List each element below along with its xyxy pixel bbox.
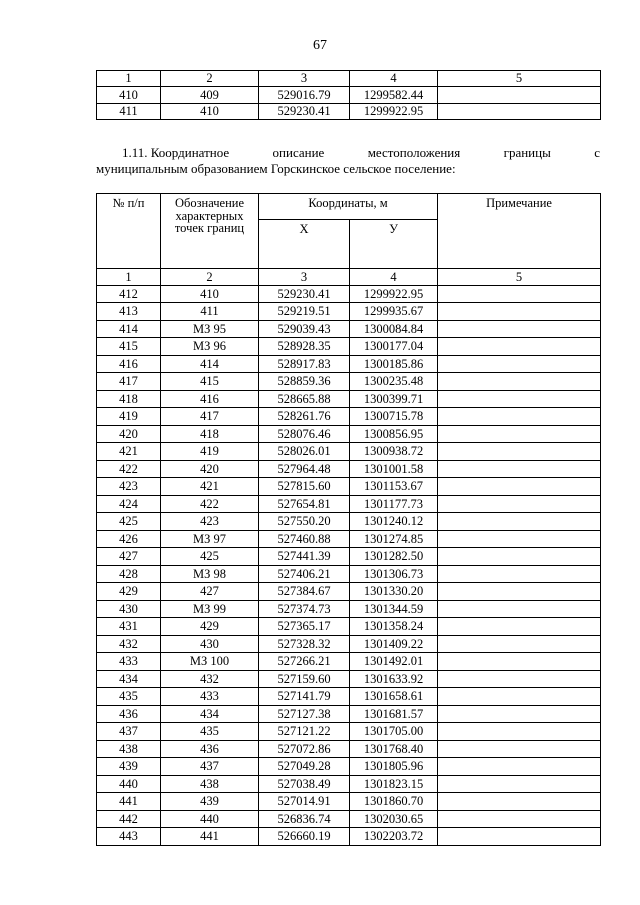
table-row <box>97 513 601 531</box>
table-cell: 423 <box>161 513 259 531</box>
table-cell: 421 <box>97 443 161 461</box>
column-number: 4 <box>350 269 438 286</box>
continuation-table-body <box>97 71 601 120</box>
column-number: 1 <box>97 269 161 286</box>
table-row <box>97 548 601 566</box>
table-cell: 527374.73 <box>259 600 350 618</box>
table-cell: 415 <box>161 373 259 391</box>
table-cell: 428 <box>97 565 161 583</box>
table-cell: 527072.86 <box>259 740 350 758</box>
table-cell <box>438 565 601 583</box>
coordinates-table-header <box>97 194 601 269</box>
table-cell: 413 <box>97 303 161 321</box>
table-cell <box>438 373 601 391</box>
table-row <box>97 583 601 601</box>
header-num: № п/п <box>97 194 161 269</box>
table-cell: 526660.19 <box>259 828 350 846</box>
table-cell: 1301330.20 <box>350 583 438 601</box>
table-cell: 526836.74 <box>259 810 350 828</box>
table-cell: 419 <box>161 443 259 461</box>
table-cell: 1301282.50 <box>350 548 438 566</box>
table-cell: 1301681.57 <box>350 705 438 723</box>
table-cell: 431 <box>97 618 161 636</box>
table-cell: 418 <box>161 425 259 443</box>
table-row <box>97 828 601 846</box>
table-row <box>97 103 601 119</box>
table-cell: 422 <box>97 460 161 478</box>
table-cell: 416 <box>161 390 259 408</box>
table-row <box>97 705 601 723</box>
table-cell: 411 <box>161 303 259 321</box>
section-description-line-1 <box>96 145 600 161</box>
table-cell: 1301823.15 <box>350 775 438 793</box>
table-cell: 435 <box>161 723 259 741</box>
table-cell <box>438 618 601 636</box>
table-cell: 527406.21 <box>259 565 350 583</box>
table-cell <box>438 723 601 741</box>
table-cell: 528261.76 <box>259 408 350 426</box>
table-cell <box>438 303 601 321</box>
table-cell: МЗ 95 <box>161 320 259 338</box>
column-number-row <box>97 269 601 286</box>
table-cell: 410 <box>161 103 259 119</box>
table-cell: 438 <box>97 740 161 758</box>
table-row <box>97 565 601 583</box>
table-cell <box>438 653 601 671</box>
table-cell: 527365.17 <box>259 618 350 636</box>
table-cell: 436 <box>161 740 259 758</box>
section-word: 1.11. Координатное <box>122 145 230 160</box>
table-cell <box>438 688 601 706</box>
table-cell: 1302030.65 <box>350 810 438 828</box>
table-cell: 441 <box>161 828 259 846</box>
table-cell: 1299935.67 <box>350 303 438 321</box>
table-cell: 1301344.59 <box>350 600 438 618</box>
table-cell: 529219.51 <box>259 303 350 321</box>
column-number: 1 <box>97 71 161 87</box>
table-row <box>97 758 601 776</box>
table-row <box>97 390 601 408</box>
table-row <box>97 87 601 103</box>
table-cell: 422 <box>161 495 259 513</box>
table-row <box>97 460 601 478</box>
table-row <box>97 355 601 373</box>
table-cell: 1299922.95 <box>350 103 438 119</box>
table-cell <box>438 793 601 811</box>
table-cell: 417 <box>97 373 161 391</box>
table-cell <box>438 758 601 776</box>
table-row <box>97 635 601 653</box>
table-row <box>97 600 601 618</box>
table-cell: 416 <box>97 355 161 373</box>
table-cell <box>438 828 601 846</box>
table-cell: 1301001.58 <box>350 460 438 478</box>
table-cell: 430 <box>161 635 259 653</box>
coordinates-table <box>96 193 601 846</box>
table-cell: МЗ 99 <box>161 600 259 618</box>
table-row <box>97 478 601 496</box>
table-cell: 1300235.48 <box>350 373 438 391</box>
section-word: с <box>594 145 600 160</box>
column-number: 2 <box>161 269 259 286</box>
table-cell: 1300177.04 <box>350 338 438 356</box>
table-cell: 528917.83 <box>259 355 350 373</box>
table-cell: 528928.35 <box>259 338 350 356</box>
table-row <box>97 653 601 671</box>
table-cell: 434 <box>161 705 259 723</box>
table-cell: 425 <box>161 548 259 566</box>
section-word: описание <box>272 145 325 160</box>
table-cell <box>438 425 601 443</box>
table-cell <box>438 670 601 688</box>
table-cell: 529230.41 <box>259 285 350 303</box>
table-cell <box>438 478 601 496</box>
table-cell: 411 <box>97 103 161 119</box>
table-cell: 414 <box>97 320 161 338</box>
table-cell: 528026.01 <box>259 443 350 461</box>
table-cell: 1301805.96 <box>350 758 438 776</box>
header-note: Примечание <box>438 194 601 269</box>
table-row <box>97 320 601 338</box>
table-cell <box>438 740 601 758</box>
table-cell <box>438 583 601 601</box>
table-cell: 527441.39 <box>259 548 350 566</box>
table-cell: 437 <box>97 723 161 741</box>
table-cell: 1301705.00 <box>350 723 438 741</box>
table-cell: 432 <box>97 635 161 653</box>
table-cell: 434 <box>97 670 161 688</box>
table-cell: 441 <box>97 793 161 811</box>
table-cell <box>438 408 601 426</box>
table-cell: 1302203.72 <box>350 828 438 846</box>
table-cell: 527266.21 <box>259 653 350 671</box>
table-cell: 527121.22 <box>259 723 350 741</box>
table-cell: 442 <box>97 810 161 828</box>
table-cell: 1300938.72 <box>350 443 438 461</box>
table-cell: 427 <box>161 583 259 601</box>
table-cell: 433 <box>97 653 161 671</box>
table-row <box>97 285 601 303</box>
table-cell <box>438 390 601 408</box>
table-cell: 527964.48 <box>259 460 350 478</box>
table-cell: 527014.91 <box>259 793 350 811</box>
table-cell: 439 <box>97 758 161 776</box>
table-row <box>97 425 601 443</box>
table-row <box>97 793 601 811</box>
table-cell: 527550.20 <box>259 513 350 531</box>
table-row <box>97 373 601 391</box>
continuation-table <box>96 70 601 120</box>
table-cell: 528859.36 <box>259 373 350 391</box>
table-cell: 1301306.73 <box>350 565 438 583</box>
table-cell: 435 <box>97 688 161 706</box>
table-row <box>97 303 601 321</box>
column-number: 4 <box>350 71 438 87</box>
table-row <box>97 408 601 426</box>
table-cell: 527654.81 <box>259 495 350 513</box>
table-cell: 410 <box>161 285 259 303</box>
table-cell: 423 <box>97 478 161 496</box>
table-cell: 1300399.71 <box>350 390 438 408</box>
column-number: 2 <box>161 71 259 87</box>
table-cell: 1300856.95 <box>350 425 438 443</box>
section-description-line-2: муниципальным образованием Горскинское сельское поселение: <box>96 160 456 176</box>
table-cell: 418 <box>97 390 161 408</box>
table-cell <box>438 460 601 478</box>
table-cell: 1301658.61 <box>350 688 438 706</box>
table-cell <box>438 810 601 828</box>
table-cell: 443 <box>97 828 161 846</box>
page-number: 67 <box>313 38 327 53</box>
table-row <box>97 618 601 636</box>
table-cell <box>438 513 601 531</box>
table-cell: 440 <box>97 775 161 793</box>
table-cell: 528665.88 <box>259 390 350 408</box>
table-cell: 415 <box>97 338 161 356</box>
table-cell: 1299922.95 <box>350 285 438 303</box>
table-row <box>97 670 601 688</box>
table-cell: 1299582.44 <box>350 87 438 103</box>
table-cell: 529016.79 <box>259 87 350 103</box>
table-cell: 1300084.84 <box>350 320 438 338</box>
table-row <box>97 723 601 741</box>
column-number: 5 <box>438 269 601 286</box>
table-cell: 529039.43 <box>259 320 350 338</box>
column-number: 3 <box>259 269 350 286</box>
table-row <box>97 495 601 513</box>
table-cell <box>438 705 601 723</box>
header-y: У <box>350 220 438 269</box>
table-cell: МЗ 96 <box>161 338 259 356</box>
table-cell: МЗ 98 <box>161 565 259 583</box>
table-cell: 1301153.67 <box>350 478 438 496</box>
table-cell <box>438 355 601 373</box>
table-cell: 529230.41 <box>259 103 350 119</box>
table-cell: 440 <box>161 810 259 828</box>
table-cell: 1301274.85 <box>350 530 438 548</box>
column-number: 3 <box>259 71 350 87</box>
table-cell: 527127.38 <box>259 705 350 723</box>
section-word: границы <box>503 145 551 160</box>
table-cell: 421 <box>161 478 259 496</box>
table-cell: 429 <box>97 583 161 601</box>
table-cell: 410 <box>97 87 161 103</box>
table-cell: 527159.60 <box>259 670 350 688</box>
header-coordinates: Координаты, м <box>259 194 438 220</box>
table-cell: 1301240.12 <box>350 513 438 531</box>
table-cell <box>438 285 601 303</box>
column-number: 5 <box>438 71 601 87</box>
table-cell <box>438 443 601 461</box>
table-cell: 424 <box>97 495 161 513</box>
section-description <box>96 145 600 176</box>
table-cell: 427 <box>97 548 161 566</box>
table-cell: 1301177.73 <box>350 495 438 513</box>
table-cell: 412 <box>97 285 161 303</box>
table-cell: 426 <box>97 530 161 548</box>
section-word: местоположения <box>367 145 461 160</box>
table-cell: 527049.28 <box>259 758 350 776</box>
table-cell <box>438 320 601 338</box>
table-cell: 527815.60 <box>259 478 350 496</box>
column-number-row <box>97 71 601 87</box>
table-cell: 527328.32 <box>259 635 350 653</box>
table-cell: 429 <box>161 618 259 636</box>
table-row <box>97 775 601 793</box>
table-cell <box>438 495 601 513</box>
table-cell: 527038.49 <box>259 775 350 793</box>
table-cell <box>438 548 601 566</box>
table-cell: МЗ 100 <box>161 653 259 671</box>
table-row <box>97 530 601 548</box>
table-cell: 527141.79 <box>259 688 350 706</box>
table-row <box>97 740 601 758</box>
table-cell: 1301358.24 <box>350 618 438 636</box>
table-cell: 433 <box>161 688 259 706</box>
table-cell <box>438 775 601 793</box>
table-cell: 1301492.01 <box>350 653 438 671</box>
table-cell: 1300715.78 <box>350 408 438 426</box>
table-cell: 436 <box>97 705 161 723</box>
table-cell <box>438 600 601 618</box>
table-cell: 1300185.86 <box>350 355 438 373</box>
table-cell: 527460.88 <box>259 530 350 548</box>
coordinates-table-body <box>97 269 601 846</box>
table-cell: 437 <box>161 758 259 776</box>
table-cell: 1301768.40 <box>350 740 438 758</box>
table-cell: 527384.67 <box>259 583 350 601</box>
table-cell: 1301409.22 <box>350 635 438 653</box>
table-cell: 409 <box>161 87 259 103</box>
table-cell: 420 <box>97 425 161 443</box>
table-cell: 419 <box>97 408 161 426</box>
table-cell: 414 <box>161 355 259 373</box>
table-cell: 430 <box>97 600 161 618</box>
table-cell <box>438 530 601 548</box>
table-cell: 425 <box>97 513 161 531</box>
table-row <box>97 810 601 828</box>
table-cell <box>438 87 601 103</box>
table-cell: 439 <box>161 793 259 811</box>
table-cell: 417 <box>161 408 259 426</box>
header-x: X <box>259 220 350 269</box>
table-cell <box>438 635 601 653</box>
table-cell: 1301860.70 <box>350 793 438 811</box>
table-row <box>97 443 601 461</box>
table-cell <box>438 103 601 119</box>
table-cell: 432 <box>161 670 259 688</box>
header-designation: Обозначение характерных точек границ <box>161 194 259 269</box>
table-cell: 420 <box>161 460 259 478</box>
table-cell <box>438 338 601 356</box>
table-cell: 528076.46 <box>259 425 350 443</box>
table-cell: МЗ 97 <box>161 530 259 548</box>
table-cell: 438 <box>161 775 259 793</box>
table-row <box>97 688 601 706</box>
table-row <box>97 338 601 356</box>
table-cell: 1301633.92 <box>350 670 438 688</box>
